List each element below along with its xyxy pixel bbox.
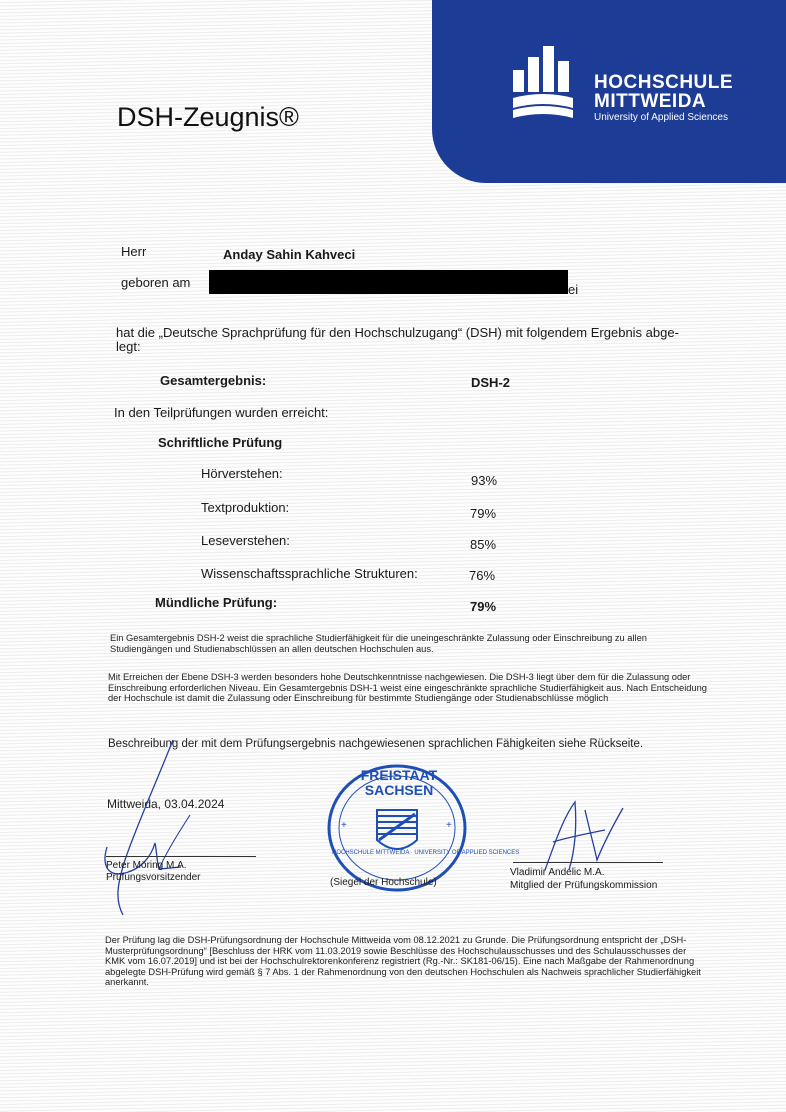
oral-value: 79% — [470, 599, 497, 614]
oral-label: Mündliche Prüfung: — [155, 595, 278, 610]
intro-text: hat die „Deutsche Sprachprüfung für den Hochschulzugang“ (DSH) mit folgendem Ergebnis abge- — [116, 325, 679, 340]
document-title: DSH-Zeugnis® — [117, 102, 299, 132]
signature-line-right — [513, 862, 663, 863]
signature-line-left — [106, 856, 256, 857]
seal-text-top: FREISTAAT — [360, 767, 438, 783]
redacted-field — [209, 270, 568, 294]
result-label: Hörverstehen: — [201, 466, 283, 481]
result-value: 76% — [469, 568, 496, 583]
result-value: 79% — [470, 506, 497, 521]
result-value: 93% — [471, 473, 498, 488]
partial-intro: In den Teilprüfungen wurden erreicht: — [114, 405, 329, 420]
signer-right-role: Mitglied der Prüfungskommission — [510, 880, 658, 891]
footer-legal-text: Der Prüfung lag die DSH-Prüfungsordnung der Hochschule Mittweida vom 08.12.2021 zu Grunde. Die Prüfungsordnung entspricht der „DSH-Musterprüfungsordnung“ [Beschluss der HRK vom 11.03.2019 sowie Beschlüsse des Hochschulausschusses und des Schulausschusses der KMK vom 16.07.2019] und ist bei der Hochschulrektorenkonferenz registriert (Rg.-Nr.: SK181-06/15). Eine nach Maßgabe der Rahmenordnung abgelegte DSH-Prüfung wird gemäß § 7 Abs. 1 der Rahmenordnung von den deutschen Hochschulen als Nachweis sprachlicher Studierfähigkeit anerkannt. — [105, 935, 701, 988]
svg-text:+: + — [341, 820, 347, 831]
person-name: Anday Sahin Kahveci — [223, 247, 356, 262]
overall-value: DSH-2 — [471, 375, 511, 390]
overall-label: Gesamtergebnis: — [160, 373, 267, 388]
signer-left-role: Prüfungsvorsitzender — [106, 872, 201, 883]
result-label: Leseverstehen: — [201, 533, 290, 548]
paragraph-reverse-side: Beschreibung der mit dem Prüfungsergebnis nachgewiesenen sprachlichen Fähigkeiten siehe Rückseite. — [108, 738, 644, 750]
written-heading: Schriftliche Prüfung — [158, 435, 283, 450]
born-label: geboren am — [121, 275, 191, 290]
signer-right-name: Vladimir Andelic M.A. — [510, 867, 605, 878]
seal-text-top-2: SACHSEN — [364, 782, 434, 798]
signer-left-name: Peter Möring M.A. — [106, 860, 187, 871]
logo-line-3: University of Applied Sciences — [594, 112, 728, 123]
seal-ring-text: HOCHSCHULE MITTWEIDA · UNIVERSITY OF APPLIED SCIENCES — [332, 850, 520, 856]
logo-line-2: MITTWEIDA — [594, 91, 707, 112]
result-label: Wissenschaftssprachliche Strukturen: — [201, 566, 418, 581]
seal-caption: (Siegel der Hochschule) — [330, 877, 437, 888]
logo-line-1: HOCHSCHULE — [594, 72, 734, 93]
university-logo-block — [432, 0, 786, 183]
university-logo-icon — [510, 46, 576, 118]
place-date: Mittweida, 03.04.2024 — [107, 797, 225, 811]
svg-text:+: + — [446, 820, 452, 831]
result-label: Textproduktion: — [201, 500, 290, 515]
handwritten-signature-left — [95, 735, 285, 925]
intro-text-2: legt: — [116, 339, 141, 354]
result-value: 85% — [470, 537, 497, 552]
paragraph-dsh2: Ein Gesamtergebnis DSH-2 weist die sprachliche Studierfähigkeit für die uneingeschränkte Zulassung oder Einschreibung zu allen Studiengängen und Studienabschlüssen an allen deutschen Hochschulen aus. — [110, 633, 647, 654]
born-suffix: ei — [568, 282, 579, 297]
paragraph-dsh3: Mit Erreichen der Ebene DSH-3 werden besonders hohe Deutschkenntnisse nachgewiesen. Die DSH-3 liegt über dem für die Zulassung oder Einschreibung erforderlichen Niveau. Ein Gesamtergebnis DSH-1 weist eine eingeschränkte sprachliche Studierfähigkeit aus. Nach Entscheidung der Hochschule ist damit die Zulassung oder Einschreibung für bestimmte Studiengänge oder Studienabschlüsse möglich — [108, 672, 707, 704]
salutation: Herr — [121, 244, 147, 259]
